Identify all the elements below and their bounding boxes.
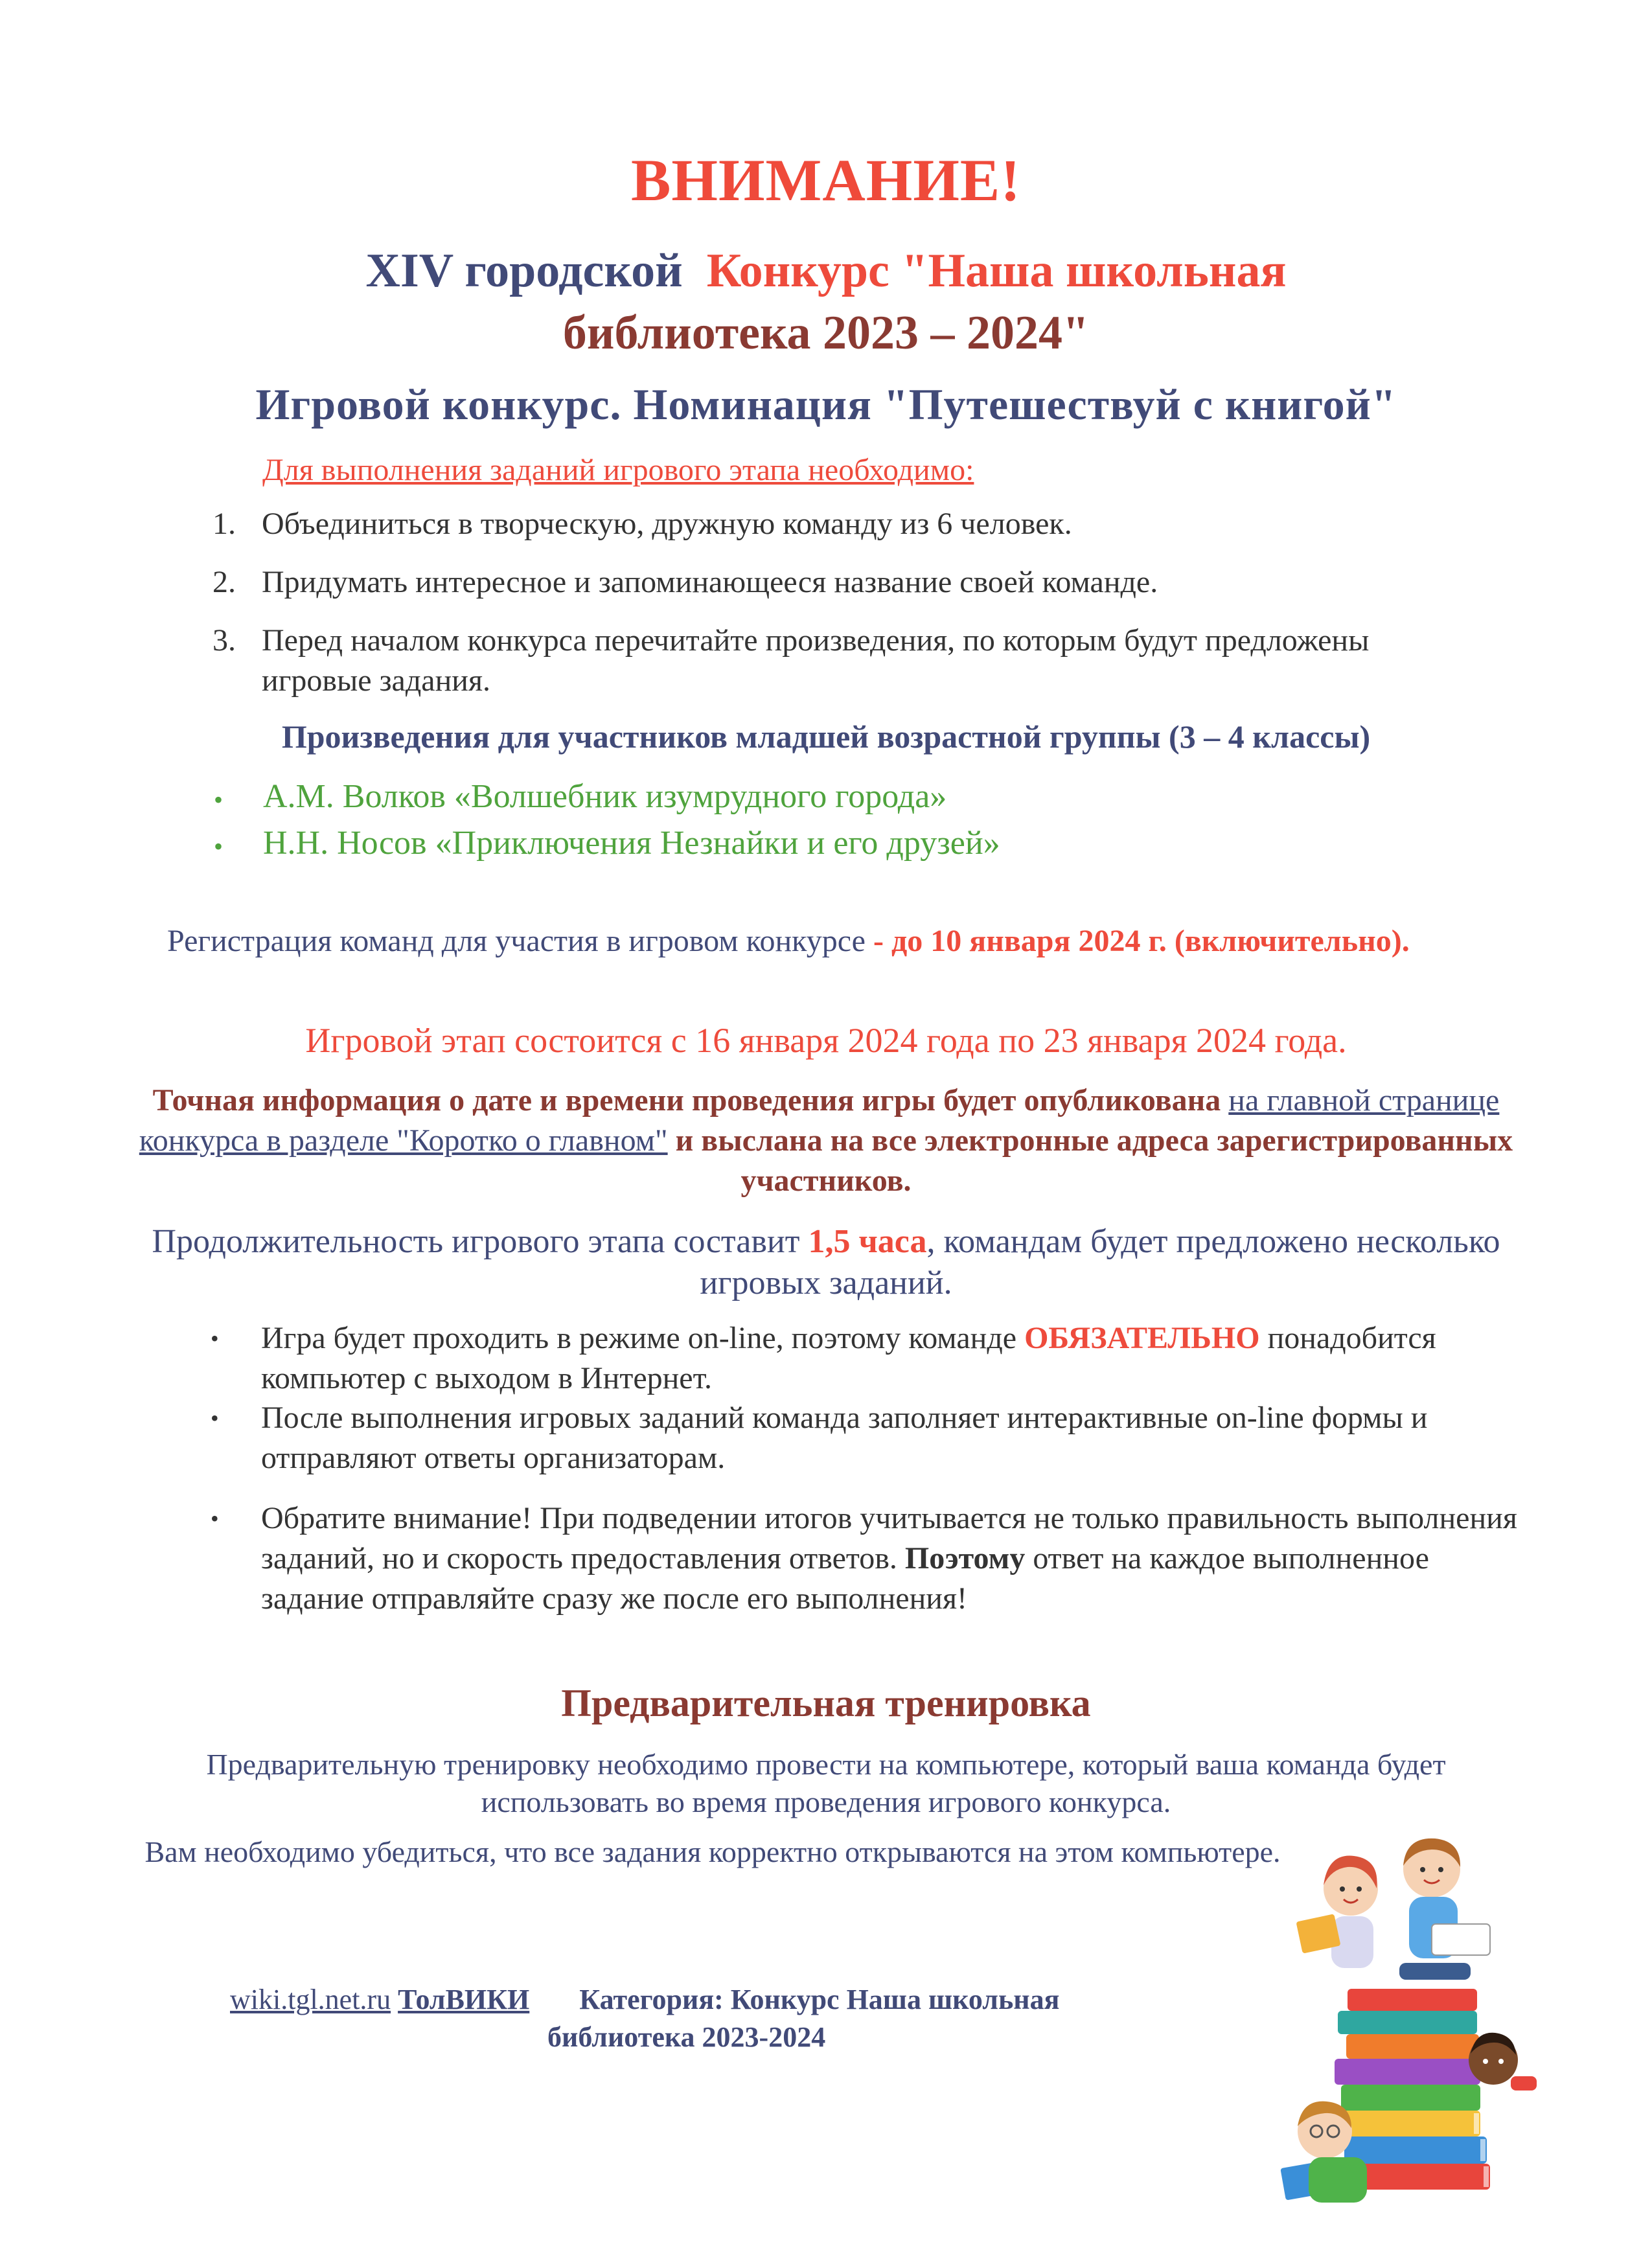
rule-item [211,1398,1518,1478]
book-item [214,824,1000,862]
rule-text: После выполнения игровых заданий команда заполняет интерактивные on-line формы и отправляют ответы организаторам. [261,1401,1428,1475]
rule-text [261,1498,1518,1619]
title-part-city: XIV городской [365,244,683,297]
registration-text: Регистрация команд для участия в игровом конкурсе [167,924,866,958]
step-item [212,621,1395,701]
rule-text-end: понадобится компьютер с выходом в Интернет. [261,1321,1436,1395]
contest-page-link[interactable]: на главной странице конкурса в разделе "Коротко о главном" [139,1083,1500,1158]
info-text-end: и выслана на все электронные адреса зарегистрированных участников. [675,1123,1513,1198]
attention-heading: ВНИМАНИЕ! [631,147,1021,213]
category-label-cont: библиотека 2023-2024 [547,2021,826,2053]
rule-text-end: ответ на каждое выполненное задание отправляйте сразу же после его выполнения! [261,1541,1429,1616]
bullet-icon: • [211,1506,219,1531]
book-title: Н.Н. Носов «Приключения Незнайки и его друзей» [263,825,1000,862]
book-item [214,777,946,816]
bullet-icon: • [211,1325,219,1351]
duration-value: 1,5 часа [808,1223,927,1260]
requirements-intro: Для выполнения заданий игрового этапа необходимо: [262,453,974,487]
bullet-icon: • [214,831,224,861]
footer [230,1981,1299,2056]
nomination-subtitle: Игровой конкурс. Номинация "Путешествуй с книгой" [255,380,1397,429]
category-label: Категория: Конкурс Наша школьная [579,1984,1060,2015]
duration-text-end: , командам будет предложено несколько игровых заданий. [700,1223,1500,1301]
step-text: Придумать интересное и запоминающееся название своей команде. [262,565,1158,599]
title-part-contest: Конкурс "Наша школьная [706,244,1287,297]
info-paragraph [130,1081,1522,1201]
step-number: 2. [212,565,236,599]
contest-title [0,240,1652,364]
step-item [212,504,1460,544]
rule-item [211,1318,1518,1399]
registration-deadline: - до 10 января 2024 г. (включительно). [873,924,1410,958]
wiki-link[interactable]: ТолВИКИ [398,1984,530,2015]
info-text-start: Точная информация о дате и времени проведения игры будет опубликована [152,1083,1221,1117]
rule-text-start: Обратите внимание! При подведении итогов учитывается не только правильность выполнения заданий, но и скорость предоставления ответов. [261,1501,1517,1575]
registration-note [167,921,1528,961]
step-number: 3. [212,623,236,658]
step-item [212,562,1460,602]
site-link[interactable]: wiki.tgl.net.ru [230,1984,391,2015]
step-text: Перед началом конкурса перечитайте произведения, по которым будут предложены игровые задания. [262,623,1370,698]
duration-paragraph [130,1221,1522,1304]
rule-text [261,1318,1518,1399]
training-text: Предварительную тренировку необходимо провести на компьютере, который ваша команда будет использовать во время проведения игрового конкурса. [206,1748,1446,1818]
bullet-icon: • [211,1405,219,1431]
book-title: А.М. Волков «Волшебник изумрудного города» [263,778,947,815]
duration-text-start: Продолжительность игрового этапа составит [152,1223,800,1260]
works-heading: Произведения для участников младшей возрастной группы (3 – 4 классы) [281,718,1371,755]
rule-item [211,1498,1518,1619]
step-text: Объединиться в творческую, дружную команду из 6 человек. [262,507,1072,541]
training-check-text: Вам необходимо убедиться, что все задания корректно открываются на этом компьютере. [144,1835,1281,1868]
step-number: 1. [212,507,236,541]
title-part-library: библиотека 2023 – 2024" [562,306,1090,360]
bullet-icon: • [214,785,224,814]
game-stage-dates: Игровой этап состоится с 16 января 2024 года по 23 января 2024 года. [305,1021,1347,1060]
rule-emphasis: ОБЯЗАТЕЛЬНО [1024,1321,1260,1355]
training-heading: Предварительная тренировка [561,1682,1091,1724]
children-reading-books-illustration [1270,1827,1542,2216]
rule-text-start: Игра будет проходить в режиме on-line, поэтому команде [261,1321,1017,1355]
rule-bold: Поэтому [904,1541,1026,1575]
